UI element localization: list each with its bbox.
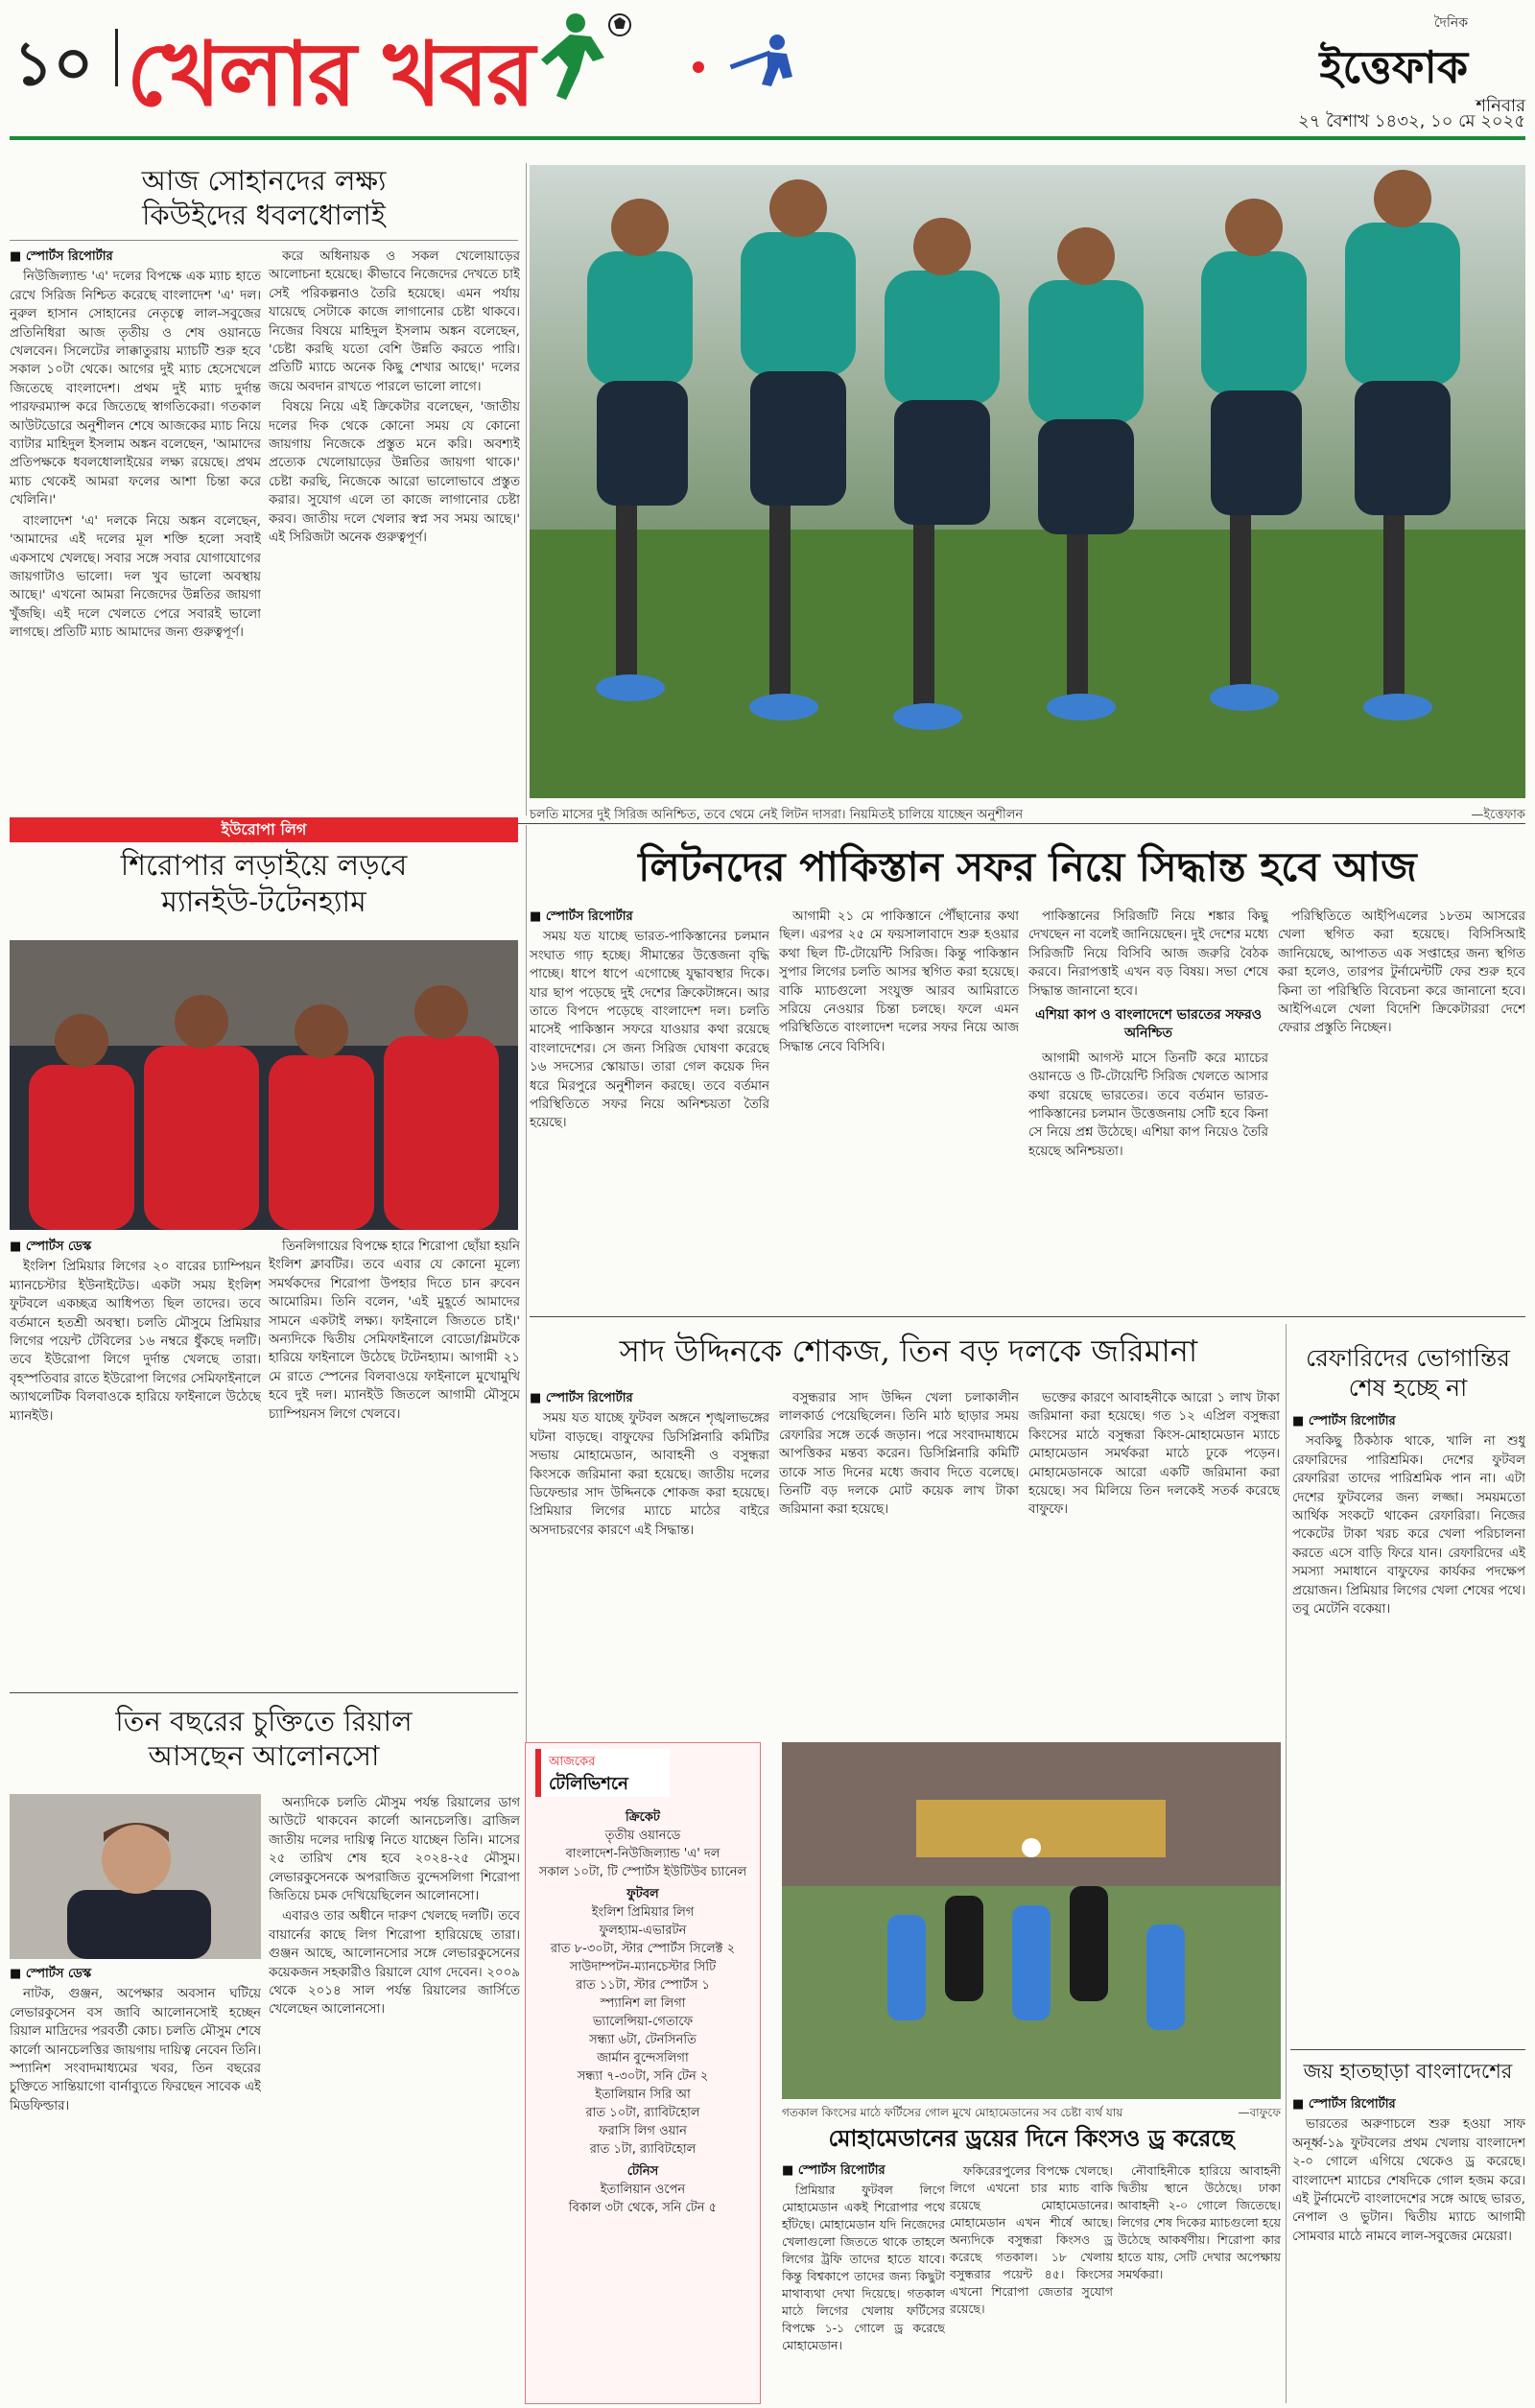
story1-headline-line1: আজ সোহানদের লক্ষ্য: [141, 164, 387, 197]
alonso-headline: [10, 1704, 518, 1774]
tv-schedule-title: টেলিভিশনে: [549, 1774, 628, 1794]
tv-schedule-line: রাত ৮-৩০টা, স্টার স্পোর্টস সিলেক্ট ২: [550, 1942, 736, 1956]
tv-schedule-line: ফুলহ্যাম-এভারটন: [599, 1924, 687, 1938]
bangladesh-col1: [1292, 2095, 1525, 2402]
tv-schedule-line: রাত ১০টা, র‍্যাবিটহোল: [585, 2106, 700, 2120]
liton-col3: [1028, 908, 1268, 1310]
tv-schedule-line: ভ্যালেন্সিয়া-গেতাফে: [592, 2015, 694, 2029]
tv-schedule-line: সাউদাম্পটন-ম্যানচেস্টার সিটি: [569, 1960, 717, 1974]
tv-schedule-line: বাংলাদেশ-নিউজিল্যান্ড 'এ' দল: [565, 1847, 720, 1861]
tv-schedule-list: [531, 1805, 754, 2217]
mohammedan-match-photo: [782, 1742, 1281, 2099]
tv-schedule-line: রাত ১টা, র‍্যাবিটহোল: [589, 2142, 697, 2157]
liton-text-col3: পাকিস্তানের সিরিজটি নিয়ে শঙ্কার কিছু দেখছেন না বলেই জানিয়েছেন। দুই দেশের মধ্যে সিরিজটি নিয়ে বিসিবি আজ জরুরি বৈঠক করবে। নিরাপত্তাই এখন বড় বিষয়। সভা শেষে সিদ্ধান্ত জানানো হবে।: [1028, 909, 1268, 999]
story1-col2: [269, 248, 520, 814]
section-title: খেলার খবর: [127, 22, 533, 126]
mohammedan-headline: মোহামেডানের ড্রয়ের দিনে কিংসও ড্র করেছে: [828, 2124, 1235, 2152]
saad-text-col3: ভক্তের কারণে আবাহনীকে আরো ১ লাখ টাকা জরিমানা করা হয়েছে। গত ১২ এপ্রিল বসুন্ধরা কিংসের মাঠে বসুন্ধরা কিংস-মোহামেডান ম্যাচে মোহামেডান সমর্থকরা মাঠে ঢুকে পড়েন। মোহামেডানকে আরো একটি জরিমানা করা হয়েছে। সব মিলিয়ে তিন দলকেই সতর্ক করেছে বাফুফে।: [1028, 1391, 1280, 1518]
saad-text-col2: বসুন্ধরার সাদ উদ্দিন খেলা চলাকালীন লালকার্ড পেয়েছিলেন। তিনি মাঠ ছাড়ার সময় রেফারির সঙ্গে তর্কে জড়ান। পরে সংবাদমাধ্যমে আপত্তিকর মন্তব্য করেন। ডিসিপ্লিনারি কমিটি তাকে সাত দিনের মধ্যে জবাব দিতে বলেছে। তিনটি বড় দলকে মোট কয়েক লাখ টাকা জরিমানা করা হয়েছে।: [779, 1391, 1019, 1518]
referee-headline: [1290, 1343, 1525, 1404]
footballer-silhouette-icon: [537, 8, 643, 115]
newspaper-brand: [1320, 12, 1468, 107]
mohammedan-photo-caption: গতকাল কিংসের মাঠে ফর্টিসের গোল মুখে মোহামেডানের সব চেষ্টা ব্যর্থ যায়: [782, 2106, 1123, 2119]
europa-text-col2: তিনলিগায়ের বিপক্ষে হারে শিরোপা ছোঁয়া হয়নি ইংলিশ ক্লাবটির। তবে এবার যে কোনো মূল্যে সমর্থকদের শিরোপা উপহার দিতে চান রুবেন আমোরিম। তিনি বলেন, 'এই মুহূর্তে আমাদের সামনে একটাই লক্ষ্য। ফাইনালে জিততে চাই।' অন্যদিকে দ্বিতীয় সেমিফাইনালে বোডো/গ্লিমটকে হারিয়ে ফাইনালে উঠেছে টটেনহ্যাম। আগামী ২১ মে রাতে স্পেনের বিলবাওয়ে ফাইনালে মুখোমুখি হবে দুই দল। ম্যানইউ জিতলে আগামী মৌসুমে চ্যাম্পিয়নস লিগে খেলবে।: [269, 1239, 520, 1422]
referee-text-col1: সবকিছু ঠিকঠাক থাকে, খালি না শুধু রেফারিদের পারিশ্রমিক। দেশের ফুটবল রেফারিরা তাদের পারিশ্রমিক পান না। এটা দেশের ফুটবলের জন্য লজ্জা। সময়মতো আর্থিক সংকটে থাকেন রেফারিরা। নিজের পকেটের টাকা খরচ করে খেলা পরিচালনা করতে এসে বাড়ি ফিরে যান। রেফারিদের এই সমস্যা সমাধানে বাফুফের কার্যকর পদক্ষেপ প্রয়োজন। প্রিমিয়ার লিগের খেলা শেষের পথে। তবু মেটেনি বকেয়া।: [1292, 1434, 1525, 1617]
referee-headline-line1: রেফারিদের ভোগান্তির: [1306, 1344, 1510, 1372]
tv-schedule-line: রাত ১১টা, স্টার স্পোর্টস ১: [576, 1978, 710, 1993]
story1-text-col2: বাংলাদেশ 'এ' দলকে নিয়ে অঙ্কন বলেছেন, 'আমাদের এই দলের মূল শক্তি হলো সবাই একসাথে খেলছে। সবার সঙ্গে সবার যোগাযোগের জায়গাটাও ভালো। দল খুব ভালো অবস্থায় আছে।' এখনো আমরা নিজেদের উন্নতির জায়গা খুঁজছি। এই দলে খেলতে পেরে সবারই ভালো লাগছে। প্রতিটি ম্যাচ আমাদের জন্য গুরুত্বপূর্ণ।: [10, 513, 261, 641]
manutd-celebration-photo: [10, 940, 518, 1230]
europa-headline: [10, 848, 518, 920]
saad-headline: সাদ উদ্দিনকে শোকজ, তিন বড় দলকে জরিমানা: [619, 1333, 1198, 1369]
europa-byline: ■ স্পোর্টস ডেস্ক: [10, 1238, 261, 1256]
mohammedan-col1: [782, 2162, 945, 2402]
alonso-col2: [269, 1794, 520, 2401]
alonso-headline-line1: তিন বছরের চুক্তিতে রিয়াল: [115, 1705, 413, 1737]
tv-schedule-line: তৃতীয় ওয়ানডে: [604, 1829, 681, 1843]
tv-schedule-line: সন্ধ্যা ৬টা, টেনসিনতি: [589, 2033, 697, 2047]
masthead-rule: [10, 136, 1525, 140]
tv-schedule-line: স্প্যানিশ লা লিগা: [600, 1996, 686, 2011]
europa-col2: [269, 1238, 520, 1688]
europa-headline-line2: ম্যানইউ-টটেনহ্যাম: [161, 885, 366, 919]
main-training-photo: [530, 165, 1525, 798]
referee-headline-line2: শেষ হচ্ছে না: [1348, 1374, 1468, 1403]
tv-schedule-line: সন্ধ্যা ৭-৩০টা, সনি টেন ২: [577, 2069, 709, 2084]
training-photo-art: [530, 165, 1525, 798]
mohammedan-photo-art: [782, 1742, 1281, 2099]
saad-text-col1: সময় যত যাচ্ছে ফুটবল অঙ্গনে শৃঙ্খলাভঙ্গের ঘটনা বাড়ছে। বাফুফের ডিসিপ্লিনারি কমিটির সভায় মোহামেডান, আবাহনী ও বসুন্ধরা কিংসকে জরিমানা করা হয়েছে। জাতীয় দলের ডিফেন্ডার সাদ উদ্দিনকে শোকজ করা হয়েছে। প্রিমিয়ার লিগের ম্যাচে মাঠের বাইরে অসদাচরণের কারণে এই সিদ্ধান্ত।: [530, 1411, 769, 1538]
story1-col1: [10, 248, 261, 814]
alonso-headline-line2: আসছেন আলোনসো: [148, 1739, 380, 1773]
story1-text-col3: করে অধিনায়ক ও সকল খেলোয়াড়ের আলোচনা হয়েছে। কীভাবে নিজেদের দেখতে চাই সেই পরিকল্পনাও তৈরি হয়েছে। এমন পর্যায় যায়েছে সেটাকে কাজে লাগানোর চেষ্টা থাকবে। নিজের বিষয়ে মাহিদুল ইসলাম অঙ্কন বলেছেন, 'চেষ্টা করছি যতো বেশি উন্নতি করতে পারি। প্রতিটি ম্যাচে অনেক কিছু শেখার আছে।' দলের জয়ে অবদান রাখতে পারলে ভালো লাগে।: [269, 249, 520, 394]
liton-headline: লিটনদের পাকিস্তান সফর নিয়ে সিদ্ধান্ত হবে আজ: [638, 843, 1417, 890]
alonso-byline: ■ স্পোর্টস ডেস্ক: [10, 1965, 261, 1983]
main-photo-credit: —ইত্তেফাক: [1471, 808, 1525, 822]
mohammedan-photo-credit: —বাফুফে: [1238, 2106, 1281, 2119]
liton-text-col2: আগামী ২১ মে পাকিস্তানে পৌঁছানোর কথা ছিল। এরপর ২৫ মে ফয়সালাবাদে শুরু হওয়ার কথা ছিল টি-টোয়েন্টি সিরিজ। কিন্তু পাকিস্তান সুপার লিগের চলতি আসর স্থগিত করা হয়েছে। বাকি ম্যাচগুলো সংযুক্ত আরব আমিরাতে সরিয়ে নেওয়ার চিন্তা চলছে। ফলে এমন পরিস্থিতিতে বাংলাদেশ দলের সফর নিয়ে আজ সিদ্ধান্ত নেবে বিসিবি।: [779, 909, 1019, 1054]
liton-byline: ■ স্পোর্টস রিপোর্টার: [530, 908, 769, 926]
europa-headline-line1: শিরোপার লড়াইয়ে লড়বে: [120, 849, 408, 883]
europa-text-col1: ইংলিশ প্রিমিয়ার লিগের ২০ বারের চ্যাম্পিয়ন ম্যানচেস্টার ইউনাইটেড। একটা সময় ইংলিশ ফুটবলে একচ্ছত্র আধিপত্য ছিল তাদের। তবে বর্তমানে হতশ্রী অবস্থা। চলতি মৌসুমে প্রিমিয়ার লিগের পয়েন্ট টেবিলের ১৬ নম্বরে ধুঁকছে দলটি। তবে ইউরোপা লিগে দুর্দান্ত খেলছে তারা। বৃহস্পতিবার রাতে ইউরোপা লিগের সেমিফাইনালে অ্যাথলেটিক বিলবাওকে হারিয়ে ফাইনালে উঠেছে ম্যানইউ।: [10, 1260, 261, 1424]
date-day: শনিবার: [1476, 96, 1525, 116]
manutd-photo-art: [10, 940, 518, 1230]
referee-byline: ■ স্পোর্টস রিপোর্টার: [1292, 1412, 1525, 1430]
mohammedan-col3: [1118, 2162, 1281, 2402]
date-line: ২৭ বৈশাখ ১৪৩২, ১০ মে ২০২৫: [1298, 111, 1525, 131]
liton-col4: [1278, 908, 1525, 1310]
story1-headline-line2: কিউইদের ধবলধোলাই: [142, 199, 386, 232]
right-column-divider: [1286, 1324, 1287, 2403]
liton-bottom-rule: [530, 1316, 1525, 1317]
story1-headline-rule: [10, 240, 518, 241]
liton-text-col1: সময় যত যাচ্ছে ভারত-পাকিস্তানের চলমান সংঘাত গাঢ় হচ্ছে। সীমান্তের উত্তেজনা বৃদ্ধি পাচ্ছে। ধাপে ধাপে এগোচ্ছে যুদ্ধাবস্থার দিকে। যার ছাপ পড়েছে দুই দেশের ক্রিকেটাঙ্গনে। আর তাতে বিপদে পড়েছে বাংলাদেশ দল। চলতি মাসেই পাকিস্তান সফরে যাওয়ার কথা রয়েছে বাংলাদেশের। সে জন্য সিরিজ ঘোষণা করেছে ১৬ সদস্যের স্কোয়াড। তারা গেল কয়েক দিন ধরে মিরপুরে অনুশীলন করছে। তবে বর্তমান পরিস্থিতিতে সফর নিয়ে অনিশ্চয়তা তৈরি হয়েছে।: [530, 930, 769, 1131]
mohammedan-text-col3: নৌবাহিনীকে হারিয়ে আবাহনী দ্বিতীয় স্থানে উঠেছে। ঢাকা আবাহনী ২-০ গোলে জিতেছে। লিগের শেষ দিকের ম্যাচগুলো হয়ে উঠেছে আকর্ষণীয়। শিরোপা কার হাতে যায়, সেটি দেখার অপেক্ষায় সমর্থকরা।: [1118, 2163, 1281, 2281]
alonso-photo-art: [10, 1794, 261, 1959]
liton-col1: [530, 908, 769, 1310]
page-number-divider: [115, 29, 118, 86]
tv-schedule-line: ইতালিয়ান সিরি আ: [595, 2088, 691, 2102]
alonso-text-col3: এবারও তার অধীনে দারুণ খেলছে দলটি। তবে বায়ার্নের কাছে লিগ শিরোপা হারিয়েছে তারা। গুঞ্জন আছে, আলোনসোর সঙ্গে লেভারকুসেনের কয়েকজন সহকারীও রিয়ালে যোগ দেবেন। ২০০৯ থেকে ২০১৪ সাল পর্যন্ত রিয়ালের জার্সিতে খেলেছেন আলোনসো।: [269, 1909, 520, 2018]
story1-byline: ■ স্পোর্টস রিপোর্টার: [10, 248, 261, 266]
mohammedan-text-col2: ফকিরেরপুলের বিপক্ষে খেলছে। লিগে এখনো চার ম্যাচ বাকি রয়েছে মোহামেডানের। মোহামেডান এখন শীর্ষে আছে। অন্যদিকে বসুন্ধরা কিংসও ড্র করেছে গতকাল। ১৮ খেলায় বসুন্ধরার পয়েন্ট ৪৫। কিংসের এখনো শিরোপা জেতার সুযোগ রয়েছে।: [950, 2163, 1113, 2316]
alonso-text-col2: অন্যদিকে চলতি মৌসুম পর্যন্ত রিয়ালের ডাগ আউটে থাকবেন কার্লো আনচেলত্তি। ব্রাজিল জাতীয় দলের দায়িত্ব নিতে যাচ্ছেন তিনি। মাসের ২৫ তারিখ শেষ হবে ২০২৪-২৫ মৌসুম। লেভারকুসেনকে অপরাজিত বুন্দেসলিগা শিরোপা জিতিয়ে চমক দেখিয়েছিলেন আলোনসো।: [269, 1796, 520, 1904]
main-photo-caption: চলতি মাসের দুই সিরিজ অনিশ্চিত, তবে থেমে নেই লিটন দাসরা। নিয়মিতই চালিয়ে যাচ্ছেন অনুশীলন: [530, 808, 1024, 822]
tv-schedule-kicker: আজকের: [549, 1755, 596, 1769]
brand-name: ইত্তেফাক: [1319, 41, 1468, 93]
bangladesh-text-col1: ভারতের অরুণাচলে শুরু হওয়া সাফ অনূর্ধ্ব-১৯ ফুটবলের প্রথম খেলায় বাংলাদেশ ২-০ গোলে এগিয়ে থেকেও ড্র করেছে। বাংলাদেশ ম্যাচের শেষদিকে গোল হজম করে। এই টুর্নামেন্টে বাংলাদেশের সঙ্গে আছে ভারত, নেপাল ও ভুটান। দ্বিতীয় ম্যাচে আগামী সোমবার মাঠে নামবে লাল-সবুজের মেয়েরা।: [1292, 2117, 1525, 2244]
story1-headline: [10, 163, 518, 233]
mohammedan-byline: ■ স্পোর্টস রিপোর্টার: [782, 2162, 945, 2180]
tv-schedule-line: ফরাসি লিগ ওয়ান: [599, 2124, 687, 2138]
masthead: [0, 0, 1535, 144]
story1-text-col1: নিউজিল্যান্ড 'এ' দলের বিপক্ষে এক ম্যাচ হাতে রেখে সিরিজ নিশ্চিত করেছে বাংলাদেশ 'এ' দল। নুরুল হাসান সোহানের নেতৃত্বে লাল-সবুজের প্রতিনিধিরা আজ তৃতীয় ও শেষ ওয়ানডে খেলবেন। সিলেটের লাক্কাতুরায় ম্যাচটি শুরু হবে সকাল ১০টা থেকে। আগের দুই ম্যাচ হেসেখেলে জিতেছে বাংলাদেশ। প্রথম দুই ম্যাচ দুর্দান্ত পারফরম্যান্স করে জিতেছে স্বাগতিকেরা। গতকাল আউটডোরে অনুশীলন শেষে আজকের ম্যাচ নিয়ে ব্যাটার মাহিদুল ইসলাম অঙ্কন বলেছেন, 'আমাদের প্রতিপক্ষকে ধবলধোলাইয়ের লক্ষ্য রয়েছে। প্রথম ম্যাচ থেকেই আমরা ফলের আশা চিন্তা করে খেলিনি।': [10, 270, 261, 508]
mohammedan-col2: [950, 2162, 1113, 2402]
brand-tagline: দৈনিক: [1433, 15, 1468, 31]
tv-schedule-header: [535, 1749, 670, 1797]
europa-col1: [10, 1238, 261, 1688]
europa-bottom-rule: [10, 1692, 518, 1693]
bangladesh-headline: জয় হাতছাড়া বাংলাদেশের: [1303, 2060, 1513, 2083]
saad-byline: ■ স্পোর্টস রিপোর্টার: [530, 1389, 769, 1407]
cricketer-silhouette-icon: [672, 29, 806, 106]
story1-col-divider: [526, 163, 527, 815]
tv-schedule-line: ইংলিশ প্রিমিয়ার লিগ: [591, 1905, 695, 1920]
alonso-text-col1: নাটক, গুঞ্জন, অপেক্ষার অবসান ঘটিয়ে লেভারকুসেন বস জাবি আলোনসোই হচ্ছেন রিয়াল মাদ্রিদের পরবর্তী কোচ। চলতি মৌসুম শেষে কার্লো আনচেলত্তির জায়গায় দায়িত্ব নেবেন তিনি। স্প্যানিশ সংবাদমাধ্যমের খবর, তিন বছরের চুক্তিতে সান্তিয়াগো বার্নাব্যুতে ফিরছেন সাবেক এই মিডফিল্ডার।: [10, 1987, 261, 2113]
liton-sub-headline: এশিয়া কাপ ও বাংলাদেশে ভারতের সফরও অনিশ্চিত: [1034, 1007, 1263, 1042]
liton-col2: [779, 908, 1019, 1310]
liton-text-col3b: আগামী আগস্ট মাসে তিনটি করে ম্যাচের ওয়ানডে ও টি-টোয়েন্টি সিরিজ খেলতে আসার কথা রয়েছে ভারতের। তবে বর্তমান ভারত-পাকিস্তানের চলমান উত্তেজনায় সেটি হবে কিনা সে নিয়ে প্রশ্ন উঠেছে। এশিয়া কাপ নিয়েও তৈরি হয়েছে অনিশ্চয়তা।: [1028, 1051, 1268, 1159]
tv-schedule-line: বিকাল ৩টা থেকে, সনি টেন ৫: [568, 2201, 718, 2215]
tv-sport-heading: টেনিস: [626, 2164, 659, 2179]
story1-text-col4: বিষয়ে নিয়ে এই ক্রিকেটার বলেছেন, 'জাতীয় দলের দিক থেকে কোনো সময় যে কোনো জায়গায় নিজেকে প্রস্তুত মনে করি। অবশ্যই প্রত্যেক খেলোয়াড়ের উন্নতির জায়গা থাকে।' চেষ্টা করছি, নিজেকে আরো ভালোভাবে প্রস্তুত করার। সুযোগ এলে তা কাজে লাগানোর চেষ্টা করব। জাতীয় দলে খেলার স্বপ্ন সব সময় আছে।' এই সিরিজটা অনেক গুরুত্বপূর্ণ।: [269, 400, 520, 546]
alonso-col1: [10, 1965, 261, 2401]
referee-col1: [1292, 1412, 1525, 2043]
saad-col2: [779, 1389, 1019, 1736]
saad-col3: [1028, 1389, 1280, 1736]
alonso-photo: [10, 1794, 261, 1959]
tv-schedule-line: জার্মান বুন্দেসলিগা: [597, 2051, 689, 2066]
referee-bottom-rule: [1290, 2049, 1525, 2050]
tv-schedule-line: সকাল ১০টা, টি স্পোর্টস ইউটিউব চ্যানেল: [538, 1865, 747, 1879]
tv-schedule-box: [525, 1742, 761, 2404]
liton-text-col4: পরিস্থিতিতে আইপিএলের ১৮তম আসরের খেলা স্থগিত করা হয়েছে। বিসিসিআই জানিয়েছে, আপাতত এক সপ্তাহের জন্য স্থগিত করা হলেও, তারপর টুর্নামেন্টটি ফের শুরু হবে কিনা তা পরিস্থিতি বিবেচনা করে জানানো হবে। আইপিএলে খেলা বিদেশি ক্রিকেটাররা দেশে ফেরার প্রস্তুতি নিচ্ছেন।: [1278, 909, 1525, 1036]
mohammedan-text-col1: প্রিমিয়ার ফুটবল লিগে মোহামেডান একই শিরোপার পথে হাঁটছে। মোহামেডান যদি নিজেদের খেলাগুলো জিততে থাকে তাহলে লিগের ট্রফি তাদের হাতে যাবে। কিন্তু বিশ্বকাপে তাদের জন্য কিছুটা মাথাব্যথা দেখা দিয়েছে। গতকাল মাঠে লিগের খেলায় ফর্টিসের বিপক্ষে ১-১ গোলে ড্র করেছে মোহামেডান।: [782, 2183, 945, 2352]
page-number: ১০: [13, 28, 94, 100]
tv-sport-heading: ক্রিকেট: [626, 1810, 660, 1825]
bangladesh-byline: ■ স্পোর্টস রিপোর্টার: [1292, 2095, 1525, 2113]
europa-section-tag: ইউরোপা লিগ: [10, 817, 518, 842]
tv-sport-heading: ফুটবল: [626, 1887, 659, 1901]
saad-col1: [530, 1389, 769, 1736]
tv-schedule-line: ইতালিয়ান ওপেন: [600, 2183, 686, 2197]
